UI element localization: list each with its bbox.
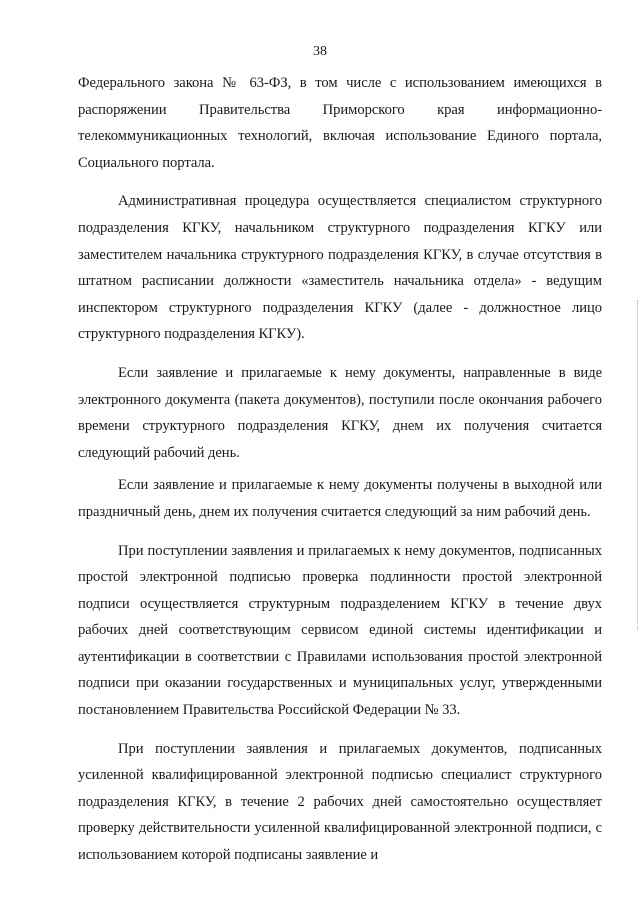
paragraph-after-hours-receipt: Если заявление и прилагаемые к нему документы, направленные в виде электронного документа (пакета документов), поступили после окончания рабочего времени структурного подразделения КГКУ, днем их получения считается следующий рабочий день. — [78, 364, 602, 461]
scan-margin-mark — [636, 300, 638, 630]
paragraph-procedure-performer: Административная процедура осуществляется специалистом структурного подразделения КГКУ, начальником структурного подразделения КГКУ или заместителем начальника структурного подразделения КГКУ, в случае отсутствия в штатном расписании должности «заместитель начальника отдела» - ведущим инспектором структурного подразделения КГКУ (далее - должностное лицо структурного подразделения КГКУ). — [78, 193, 602, 343]
paragraph-simple-signature-check: При поступлении заявления и прилагаемых к нему документов, подписанных простой электронной подписью проверка подлинности простой электронной подписи осуществляется структурным подразделением КГКУ в течение двух рабочих дней соответствующим сервисом единой системы идентификации и аутентификации в соответствии с Правилами использования простой электронной подписи при оказании государственных и муниципальных услуг, утвержденными постановлением Правительства Российской Федерации № 33. — [78, 542, 602, 719]
document-body — [78, 70, 602, 869]
page-number: 38 — [313, 44, 327, 59]
paragraph-holiday-receipt: Если заявление и прилагаемые к нему документы получены в выходной или праздничный день, днем их получения считается следующий за ним рабочий день. — [78, 477, 602, 520]
paragraph-qualified-signature-check: При поступлении заявления и прилагаемых документов, подписанных усиленной квалифицированной электронной подписью специалист структурного подразделения КГКУ, в течение 2 рабочих дней самостоятельно осуществляет проверку действительности усиленной квалифицированной электронной подписи, с использованием которой подписаны заявление и — [78, 740, 602, 864]
paragraph-continuation: Федерального закона № 63-ФЗ, в том числе с использованием имеющихся в распоряжении Правительства Приморского края информационно-телекоммуникационных технологий, включая использование Единого портала, Социального портала. — [78, 75, 602, 171]
